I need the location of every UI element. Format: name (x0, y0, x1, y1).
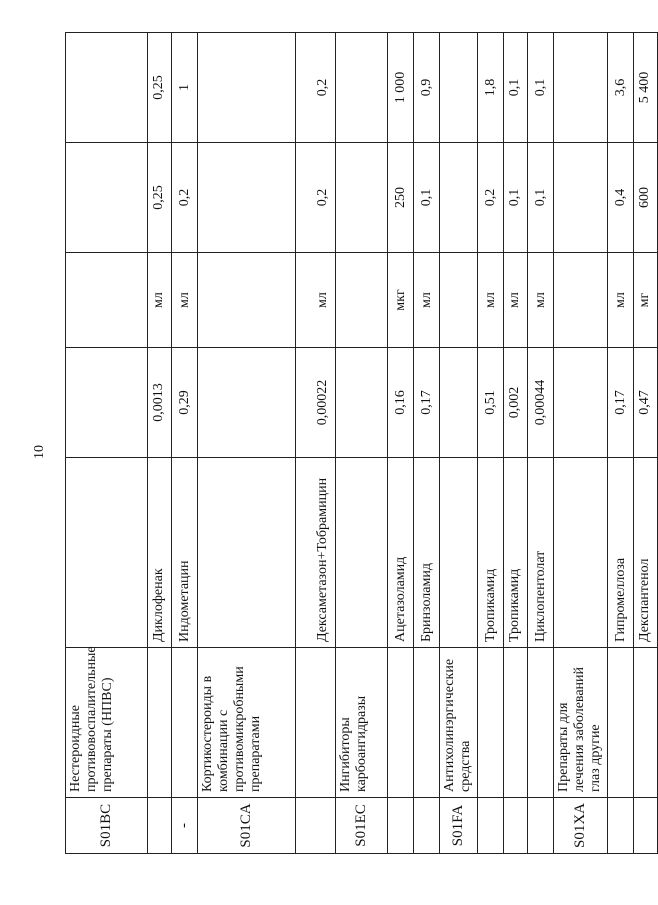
coefficient-cell: 0,00022 (296, 348, 336, 458)
unit-cell (66, 253, 148, 348)
unit-cell (198, 253, 296, 348)
coefficient-cell (440, 348, 478, 458)
table-row (414, 33, 440, 854)
group-cell (388, 648, 414, 798)
dose-cell (440, 143, 478, 253)
unit-cell: мл (528, 253, 554, 348)
table-row (336, 33, 388, 854)
dose-cell (66, 143, 148, 253)
dose-cell: 0,4 (608, 143, 634, 253)
unit-cell: мл (478, 253, 504, 348)
unit-cell (554, 253, 608, 348)
coefficient-cell (336, 348, 388, 458)
table-row (634, 33, 658, 854)
group-cell (478, 648, 504, 798)
table-row (296, 33, 336, 854)
drug-cell (66, 458, 148, 648)
code-cell (414, 798, 440, 854)
unit-cell: мг (634, 253, 658, 348)
drug-cell: Ацетазоламид (388, 458, 414, 648)
ddd-cell (554, 33, 608, 143)
coefficient-cell (66, 348, 148, 458)
group-cell: Антихолинэргические средства (440, 648, 478, 798)
code-cell: S01CA (198, 798, 296, 854)
unit-cell (336, 253, 388, 348)
drug-cell (440, 458, 478, 648)
group-cell: Препараты для лечения заболеваний глаз другие (554, 648, 608, 798)
ddd-cell (198, 33, 296, 143)
unit-cell: мл (172, 253, 198, 348)
ddd-cell (66, 33, 148, 143)
dose-cell: 0,2 (172, 143, 198, 253)
code-cell (634, 798, 658, 854)
coefficient-cell: 0,00044 (528, 348, 554, 458)
table-row (66, 33, 148, 854)
dose-cell: 0,25 (148, 143, 172, 253)
drug-cell (554, 458, 608, 648)
code-cell: S01FA (440, 798, 478, 854)
dose-cell: 600 (634, 143, 658, 253)
unit-cell: мкг (388, 253, 414, 348)
unit-cell: мл (296, 253, 336, 348)
drug-cell: Бринзоламид (414, 458, 440, 648)
drug-cell: Тропикамид (478, 458, 504, 648)
group-cell (172, 648, 198, 798)
drug-table (65, 32, 658, 854)
drug-cell: Декспантенол (634, 458, 658, 648)
drug-cell (198, 458, 296, 648)
table-row (172, 33, 198, 854)
table-container (65, 33, 652, 854)
code-cell (504, 798, 528, 854)
table-row (554, 33, 608, 854)
drug-cell (336, 458, 388, 648)
drug-cell: Диклофенак (148, 458, 172, 648)
dose-cell (554, 143, 608, 253)
ddd-cell: 0,25 (148, 33, 172, 143)
table-row (528, 33, 554, 854)
dose-cell: 0,1 (504, 143, 528, 253)
coefficient-cell: 0,002 (504, 348, 528, 458)
unit-cell (440, 253, 478, 348)
dose-cell: 250 (388, 143, 414, 253)
coefficient-cell: 0,51 (478, 348, 504, 458)
coefficient-cell: 0,16 (388, 348, 414, 458)
code-cell: - (172, 798, 198, 854)
table-row (504, 33, 528, 854)
code-cell (608, 798, 634, 854)
drug-cell: Дексаметазон+Тобрамицин (296, 458, 336, 648)
ddd-cell: 1 000 (388, 33, 414, 143)
coefficient-cell: 0,17 (608, 348, 634, 458)
ddd-cell: 1,8 (478, 33, 504, 143)
group-cell (296, 648, 336, 798)
group-cell (414, 648, 440, 798)
table-row (440, 33, 478, 854)
group-cell (634, 648, 658, 798)
code-cell (296, 798, 336, 854)
table-row (198, 33, 296, 854)
code-cell (148, 798, 172, 854)
page-number: 10 (32, 445, 47, 459)
coefficient-cell: 0,29 (172, 348, 198, 458)
table-row (148, 33, 172, 854)
unit-cell: мл (414, 253, 440, 348)
dose-cell (198, 143, 296, 253)
code-cell (478, 798, 504, 854)
code-cell (528, 798, 554, 854)
group-cell (504, 648, 528, 798)
ddd-cell: 5 400 (634, 33, 658, 143)
drug-cell: Гипромеллоза (608, 458, 634, 648)
unit-cell: мл (504, 253, 528, 348)
coefficient-cell: 0,0013 (148, 348, 172, 458)
ddd-cell (440, 33, 478, 143)
group-cell (608, 648, 634, 798)
unit-cell: мл (608, 253, 634, 348)
coefficient-cell: 0,47 (634, 348, 658, 458)
ddd-cell: 1 (172, 33, 198, 143)
drug-cell: Циклопентолат (528, 458, 554, 648)
ddd-cell: 0,9 (414, 33, 440, 143)
ddd-cell: 0,1 (528, 33, 554, 143)
group-cell (148, 648, 172, 798)
code-cell: S01EC (336, 798, 388, 854)
coefficient-cell (198, 348, 296, 458)
group-cell: Кортикостероиды в комбинации с противомикробными препаратами (198, 648, 296, 798)
dose-cell: 0,1 (528, 143, 554, 253)
code-cell (388, 798, 414, 854)
drug-cell: Тропикамид (504, 458, 528, 648)
dose-cell: 0,1 (414, 143, 440, 253)
table-row (388, 33, 414, 854)
ddd-cell: 0,2 (296, 33, 336, 143)
ddd-cell: 3,6 (608, 33, 634, 143)
dose-cell: 0,2 (296, 143, 336, 253)
table-row (608, 33, 634, 854)
unit-cell: мл (148, 253, 172, 348)
coefficient-cell (554, 348, 608, 458)
coefficient-cell: 0,17 (414, 348, 440, 458)
drug-cell: Индометацин (172, 458, 198, 648)
group-cell: Нестероидные противовоспалительные препараты (НПВС) (66, 648, 148, 798)
dose-cell (336, 143, 388, 253)
ddd-cell: 0,1 (504, 33, 528, 143)
ddd-cell (336, 33, 388, 143)
code-cell: S01BC (66, 798, 148, 854)
dose-cell: 0,2 (478, 143, 504, 253)
code-cell: S01XA (554, 798, 608, 854)
table-row (478, 33, 504, 854)
group-cell: Ингибиторы карбоангидразы (336, 648, 388, 798)
group-cell (528, 648, 554, 798)
